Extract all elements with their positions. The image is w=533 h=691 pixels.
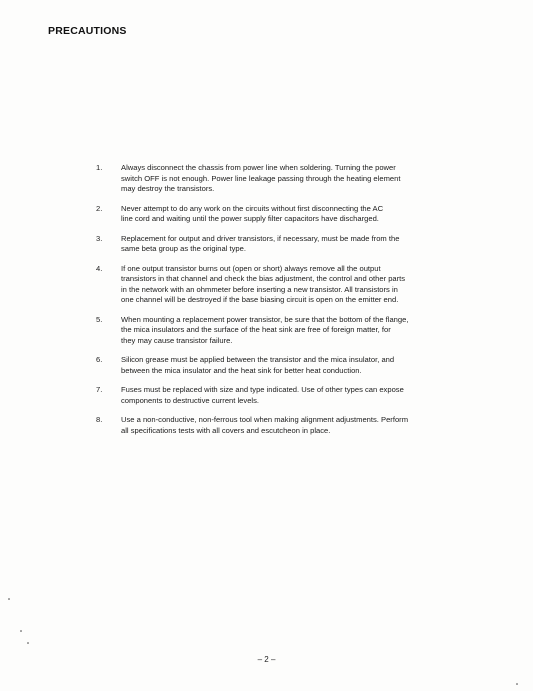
precaution-item (96, 264, 456, 306)
page-heading: PRECAUTIONS (48, 25, 127, 37)
item-text: If one output transistor burns out (open or short) always remove all the output transistors in that channel and check the bias adjustment, the control and other parts in the network with an ohmmeter before inserting a new transistor. All transistors in one channel will be destroyed if the base biasing circuit is open on the emitter end. (121, 263, 406, 304)
precaution-item (96, 355, 456, 376)
precaution-item (96, 415, 456, 436)
item-text: Replacement for output and driver transistors, if necessary, must be made from the same beta group as the original type. (121, 233, 400, 253)
item-number: 4. (96, 263, 103, 273)
item-number: 8. (96, 415, 103, 424)
item-text: Use a non-conductive, non-ferrous tool when making alignment adjustments. Perform all specifications tests with all covers and escutcheon in place. (121, 415, 409, 435)
item-number: 2. (96, 203, 103, 213)
item-number: 6. (96, 355, 103, 364)
item-text: When mounting a replacement power transistor, be sure that the bottom of the flange, the mica insulators and the surface of the heat sink are free of foreign matter, for they may cause transistor failure. (121, 314, 409, 345)
scan-speck (20, 630, 22, 632)
precaution-item (96, 163, 456, 195)
scan-speck (27, 642, 29, 644)
scan-speck (8, 598, 10, 600)
precaution-item (96, 315, 456, 347)
item-text: Always disconnect the chassis from power line when soldering. Turning the power switch OFF is not enough. Power line leakage passing through the heating element may destroy the transistors. (121, 163, 401, 193)
precaution-item (96, 385, 456, 406)
item-text: Never attempt to do any work on the circuits without first disconnecting the AC line cord and waiting until the power supply filter capacitors have discharged. (121, 203, 384, 223)
precautions-list (96, 163, 456, 436)
item-text: Fuses must be replaced with size and type indicated. Use of other types can expose components to destructive current levels. (121, 385, 404, 405)
item-number: 7. (96, 385, 103, 394)
precaution-item (96, 234, 456, 255)
item-number: 1. (96, 163, 103, 172)
item-text: Silicon grease must be applied between the transistor and the mica insulator, and between the mica insulator and the heat sink for better heat conduction. (121, 355, 395, 375)
page-number: – 2 – (257, 655, 276, 664)
precaution-item (96, 204, 456, 225)
scan-speck (516, 683, 518, 685)
item-number: 3. (96, 233, 103, 243)
item-number: 5. (96, 314, 103, 324)
